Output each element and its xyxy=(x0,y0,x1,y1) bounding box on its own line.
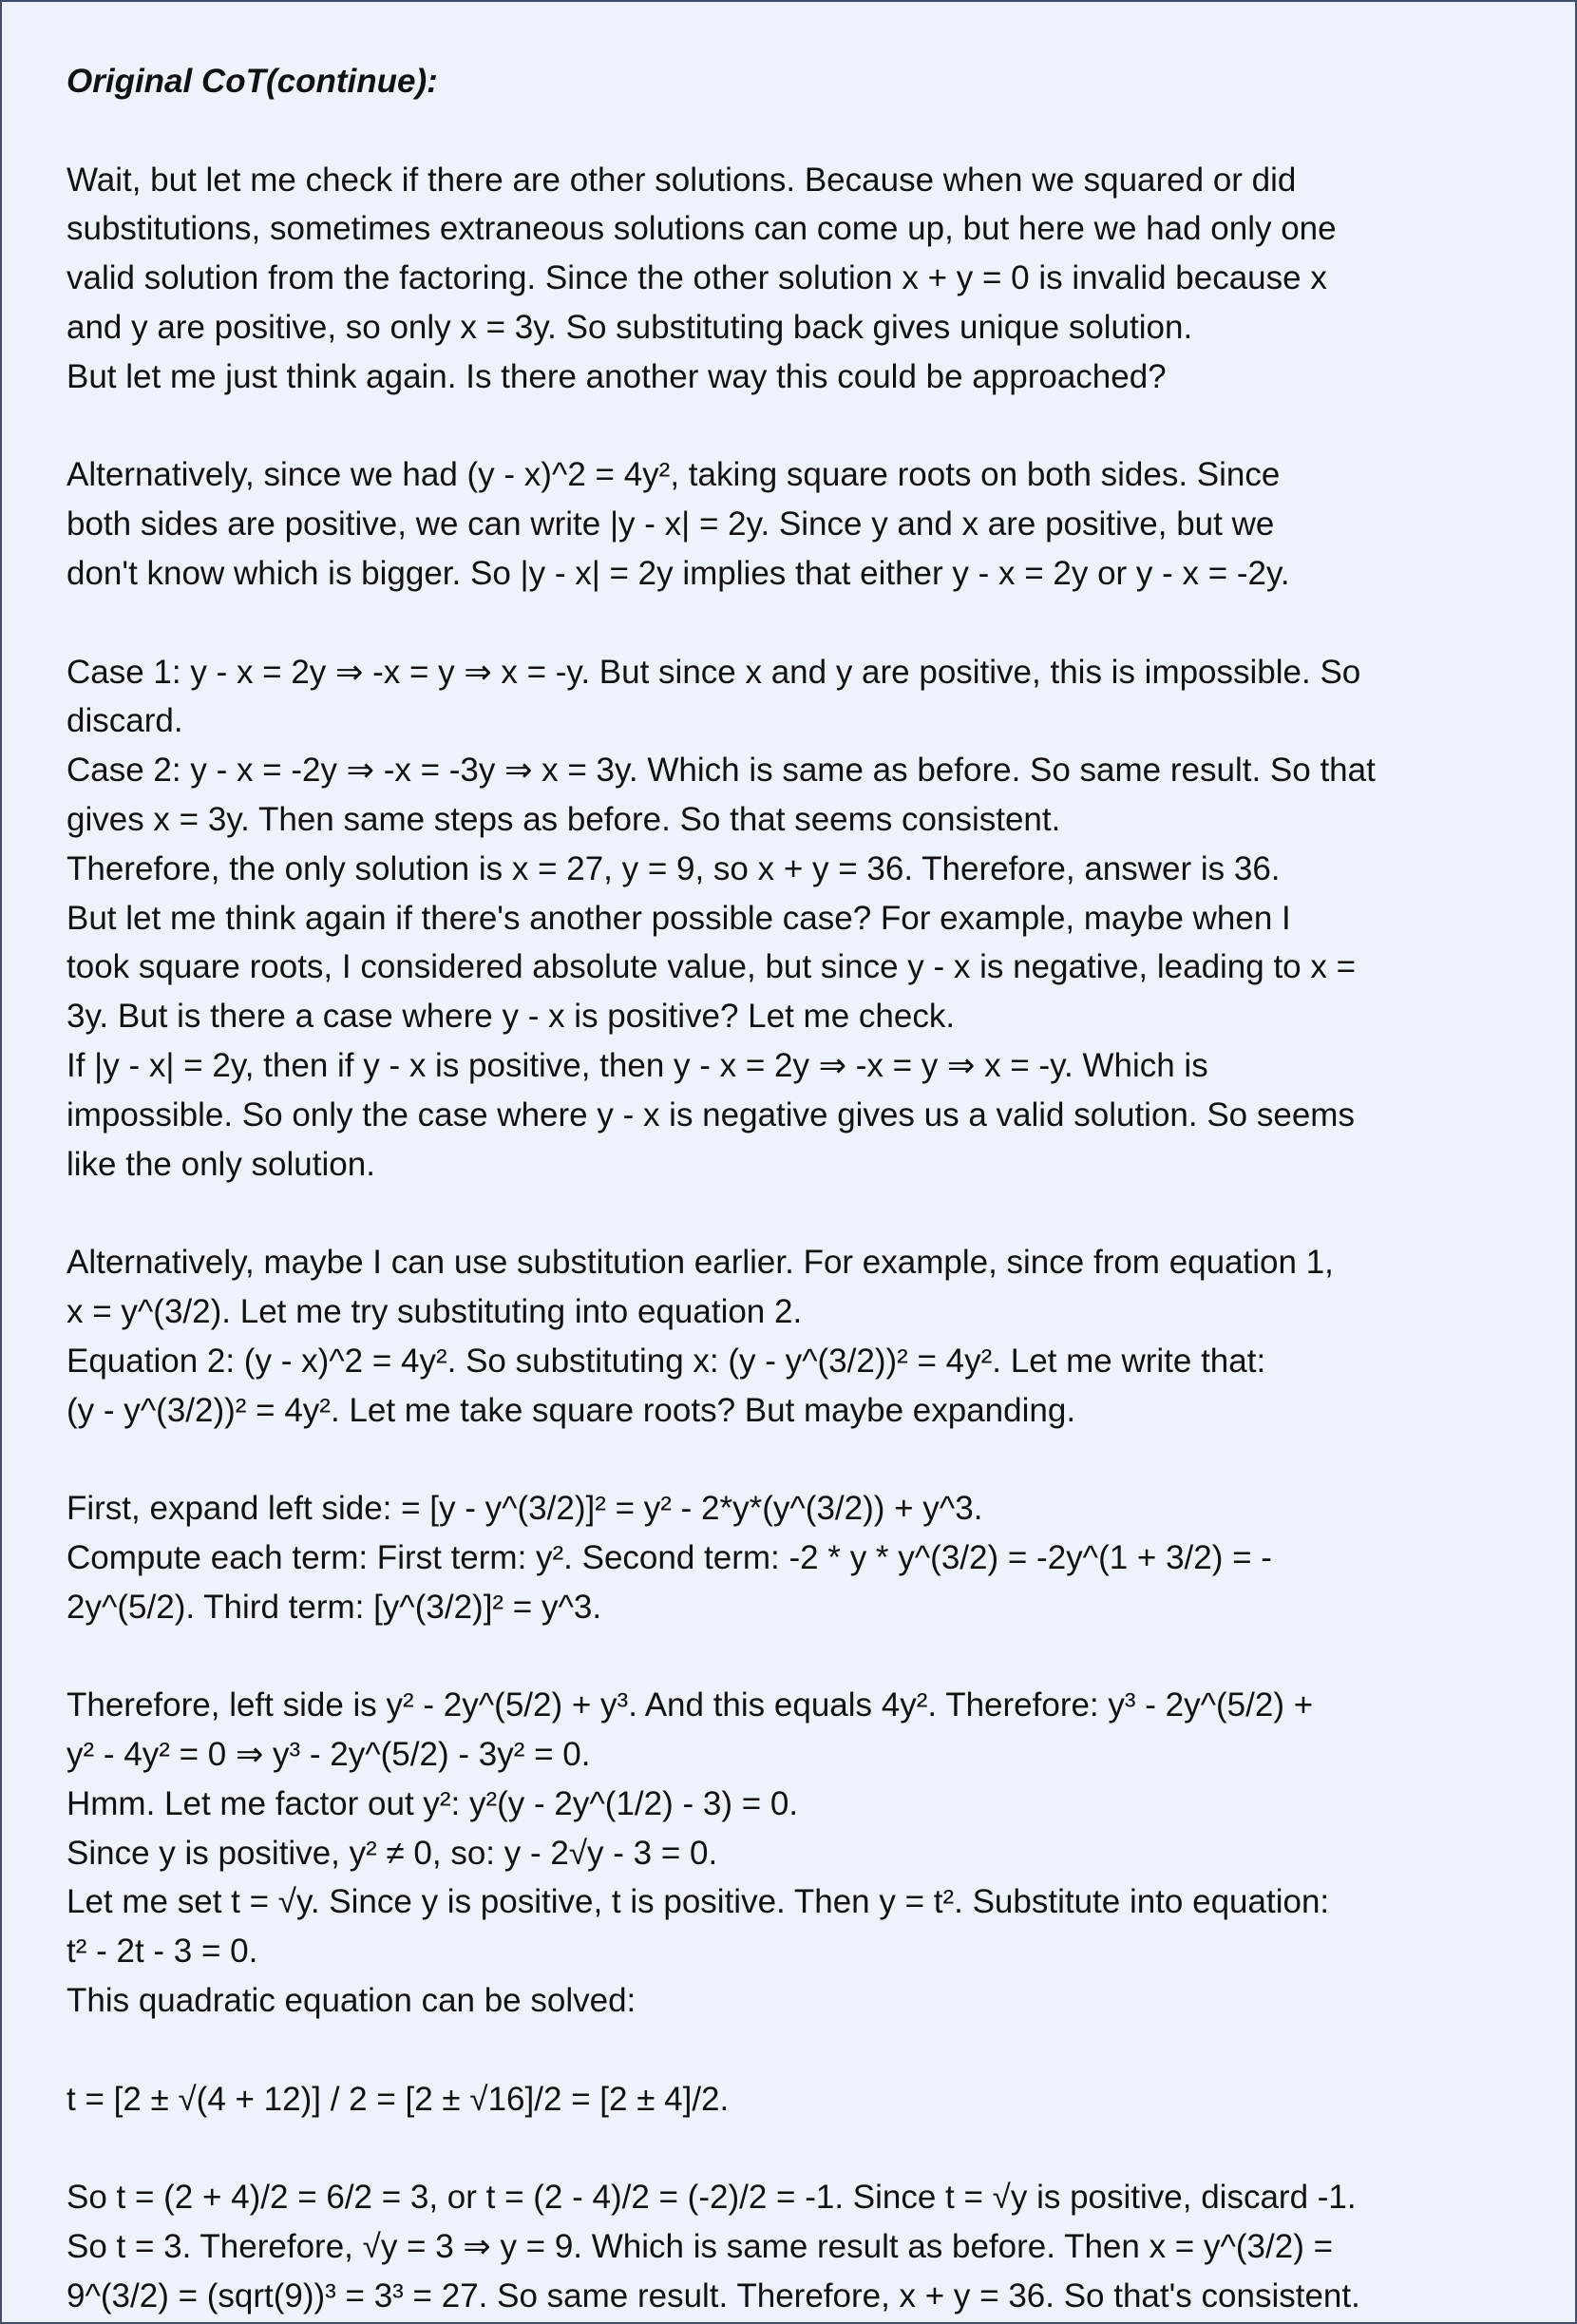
text-line: don't know which is bigger. So |y - x| = 2y implies that either y - x = 2y or y - x = -2y. xyxy=(66,554,1290,592)
text-line: substitutions, sometimes extraneous solutions can come up, but here we had only one xyxy=(66,210,1337,248)
text-line: Hmm. Let me factor out y²: y²(y - 2y^(1/2) - 3) = 0. xyxy=(66,1784,799,1822)
document-heading: Original CoT(continue): xyxy=(66,63,438,100)
paragraph-gap xyxy=(66,106,1530,156)
paragraph-8 xyxy=(66,2173,1530,2320)
text-line: and y are positive, so only x = 3y. So substituting back gives unique solution. xyxy=(66,308,1193,346)
paragraph-3 xyxy=(66,648,1530,1190)
paragraph-gap xyxy=(66,402,1530,451)
paragraph-gap xyxy=(66,2026,1530,2075)
text-line: Case 2: y - x = -2y ⇒ -x = -3y ⇒ x = 3y. Which is same as before. So same result. So that xyxy=(66,752,1376,790)
text-line: x = y^(3/2). Let me try substituting into equation 2. xyxy=(66,1292,803,1330)
text-line: Alternatively, since we had (y - x)^2 = 4y², taking square roots on both sides. Since xyxy=(66,456,1281,494)
text-line: Therefore, the only solution is x = 27, y = 9, so x + y = 36. Therefore, answer is 36. xyxy=(66,849,1281,887)
text-line: t = [2 ± √(4 + 12)] / 2 = [2 ± √16]/2 = [2 ± 4]/2. xyxy=(66,2080,730,2118)
text-line: Compute each term: First term: y². Second term: -2 * y * y^(3/2) = -2y^(1 + 3/2) = - xyxy=(66,1538,1272,1576)
paragraph-7 xyxy=(66,2075,1530,2124)
text-line: So t = 3. Therefore, √y = 3 ⇒ y = 9. Which is same result as before. Then x = y^(3/2) = xyxy=(66,2228,1334,2266)
paragraph-gap xyxy=(66,2124,1530,2173)
text-line: But let me think again if there's another possible case? For example, maybe when I xyxy=(66,899,1291,937)
text-line: 2y^(5/2). Third term: [y^(3/2)]² = y^3. xyxy=(66,1588,602,1626)
text-line: y² - 4y² = 0 ⇒ y³ - 2y^(5/2) - 3y² = 0. xyxy=(66,1736,591,1774)
text-line: Alternatively, maybe I can use substitution earlier. For example, since from equation 1, xyxy=(66,1244,1334,1282)
text-line: But let me just think again. Is there another way this could be approached? xyxy=(66,357,1167,395)
text-line: gives x = 3y. Then same steps as before. So that seems consistent. xyxy=(66,800,1061,838)
paragraph-gap xyxy=(66,1189,1530,1238)
paragraph-2 xyxy=(66,450,1530,598)
text-line: t² - 2t - 3 = 0. xyxy=(66,1933,258,1971)
paragraph-6 xyxy=(66,1681,1530,2026)
text-line: both sides are positive, we can write |y - x| = 2y. Since y and x are positive, but we xyxy=(66,505,1275,543)
paragraph-4 xyxy=(66,1238,1530,1435)
text-line: Case 1: y - x = 2y ⇒ -x = y ⇒ x = -y. But since x and y are positive, this is impossible. So xyxy=(66,653,1361,691)
text-line: Therefore, left side is y² - 2y^(5/2) + y³. And this equals 4y². Therefore: y³ - 2y^(5/2) + xyxy=(66,1686,1314,1724)
paragraph-1 xyxy=(66,156,1530,402)
text-line: If |y - x| = 2y, then if y - x is positive, then y - x = 2y ⇒ -x = y ⇒ x = -y. Which is xyxy=(66,1046,1208,1084)
text-line: (y - y^(3/2))² = 4y². Let me take square roots? But maybe expanding. xyxy=(66,1391,1076,1429)
paragraph-gap xyxy=(66,1632,1530,1682)
text-line: This quadratic equation can be solved: xyxy=(66,1982,636,2020)
paragraph-5 xyxy=(66,1484,1530,1631)
text-line: took square roots, I considered absolute value, but since y - x is negative, leading to x = xyxy=(66,948,1357,986)
text-line: valid solution from the factoring. Since the other solution x + y = 0 is invalid because x xyxy=(66,259,1327,297)
text-line: So t = (2 + 4)/2 = 6/2 = 3, or t = (2 - 4)/2 = (-2)/2 = -1. Since t = √y is positive, discard -1. xyxy=(66,2179,1357,2217)
text-line: impossible. So only the case where y - x is negative gives us a valid solution. So seems xyxy=(66,1095,1355,1133)
text-line: Let me set t = √y. Since y is positive, t is positive. Then y = t². Substitute into equation: xyxy=(66,1883,1330,1921)
document-content xyxy=(66,57,1530,2321)
text-line: Wait, but let me check if there are other solutions. Because when we squared or did xyxy=(66,161,1297,199)
text-line: 9^(3/2) = (sqrt(9))³ = 3³ = 27. So same result. Therefore, x + y = 36. So that's consistent. xyxy=(66,2276,1360,2314)
text-line: Since y is positive, y² ≠ 0, so: y - 2√y - 3 = 0. xyxy=(66,1834,718,1872)
paragraph-gap xyxy=(66,599,1530,648)
text-line: First, expand left side: = [y - y^(3/2)]² = y² - 2*y*(y^(3/2)) + y^3. xyxy=(66,1490,983,1528)
text-line: 3y. But is there a case where y - x is positive? Let me check. xyxy=(66,998,956,1036)
text-line: discard. xyxy=(66,702,183,740)
paragraph-gap xyxy=(66,1435,1530,1484)
text-line: Equation 2: (y - x)^2 = 4y². So substituting x: (y - y^(3/2))² = 4y². Let me write that: xyxy=(66,1342,1266,1380)
text-line: like the only solution. xyxy=(66,1145,375,1183)
